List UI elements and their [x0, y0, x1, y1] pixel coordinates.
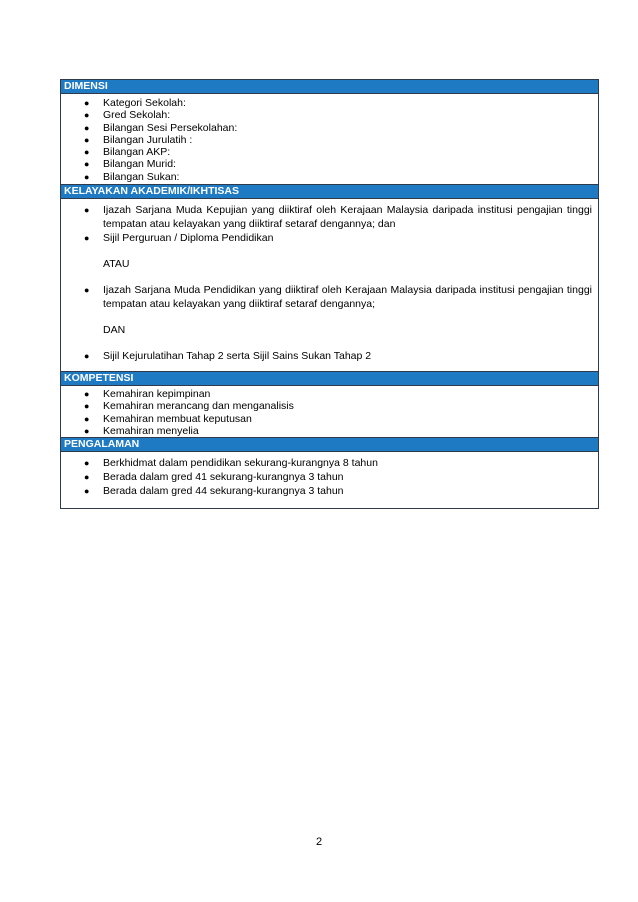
bullet-icon: ●	[84, 401, 90, 412]
bullet-icon: ●	[84, 98, 90, 108]
list-item: ● Bilangan Sesi Persekolahan:	[84, 121, 238, 134]
list-item: ● Berada dalam gred 44 sekurang-kurangnya 3 tahun	[84, 485, 344, 498]
list-item: ● Ijazah Sarjana Muda Pendidikan yang diiktiraf oleh Kerajaan Malaysia daripada institusi pengajian tinggi tempatan atau kelayakan yang diiktiraf setaraf dengannya;	[84, 284, 592, 311]
bullet-icon: ●	[84, 233, 90, 244]
kelayakan-list-c	[61, 350, 598, 362]
bullet-icon: ●	[84, 122, 90, 133]
bullet-icon: ●	[84, 285, 90, 296]
bullet-icon: ●	[84, 458, 90, 469]
section-header-pengalaman: PENGALAMAN	[61, 438, 598, 452]
bullet-icon: ●	[84, 134, 90, 145]
kelayakan-list-a	[61, 203, 598, 245]
section-body-kompetensi	[61, 386, 598, 438]
list-item: ● Kemahiran merancang dan menganalisis	[84, 400, 294, 413]
dan-label: DAN	[103, 324, 126, 337]
bullet-icon: ●	[84, 472, 90, 483]
page-number: 2	[315, 836, 323, 848]
bullet-icon: ●	[84, 350, 90, 361]
bullet-icon: ●	[84, 425, 90, 436]
list-item: ● Gred Sekolah:	[84, 109, 171, 122]
list-item: ● Bilangan Sukan:	[84, 170, 180, 183]
bullet-icon: ●	[84, 171, 90, 182]
kompetensi-list	[61, 388, 598, 437]
list-item: ● Kemahiran kepimpinan	[84, 387, 211, 400]
bullet-icon: ●	[84, 147, 90, 158]
bullet-icon: ●	[84, 159, 90, 170]
bullet-icon: ●	[84, 413, 90, 424]
kelayakan-list-b	[61, 283, 598, 311]
bullet-icon: ●	[84, 110, 90, 121]
section-header-dimensi: DIMENSI	[61, 80, 598, 94]
dimensi-list	[61, 97, 598, 183]
list-item: ● Ijazah Sarjana Muda Kepujian yang diiktiraf oleh Kerajaan Malaysia daripada institusi pengajian tinggi tempatan atau kelayakan yang diiktiraf setaraf dengannya; dan	[84, 204, 592, 231]
requirements-table	[60, 79, 599, 509]
section-body-kelayakan	[61, 199, 598, 372]
list-item: ● Berada dalam gred 41 sekurang-kurangnya 3 tahun	[84, 471, 344, 484]
list-item: ● Kemahiran menyelia	[84, 424, 199, 437]
bullet-icon: ●	[84, 388, 90, 399]
bullet-icon: ●	[84, 486, 90, 497]
list-item: ● Sijil Perguruan / Diploma Pendidikan	[84, 232, 274, 245]
section-header-kompetensi: KOMPETENSI	[61, 372, 598, 386]
list-item: ● Berkhidmat dalam pendidikan sekurang-kurangnya 8 tahun	[84, 457, 378, 470]
section-header-kelayakan: KELAYAKAN AKADEMIK/IKHTISAS	[61, 185, 598, 199]
list-item: ● Sijil Kejurulatihan Tahap 2 serta Sijil Sains Sukan Tahap 2	[84, 349, 372, 362]
list-item: ● Kategori Sekolah:	[84, 97, 186, 109]
bullet-icon: ●	[84, 205, 90, 216]
atau-label: ATAU	[103, 258, 130, 271]
list-item: ● Kemahiran membuat keputusan	[84, 412, 252, 425]
list-item: ● Bilangan AKP:	[84, 146, 171, 159]
list-item: ● Bilangan Jurulatih :	[84, 133, 193, 146]
section-body-dimensi	[61, 94, 598, 185]
pengalaman-list	[61, 456, 598, 498]
section-body-pengalaman	[61, 452, 598, 508]
list-item: ● Bilangan Murid:	[84, 158, 176, 171]
